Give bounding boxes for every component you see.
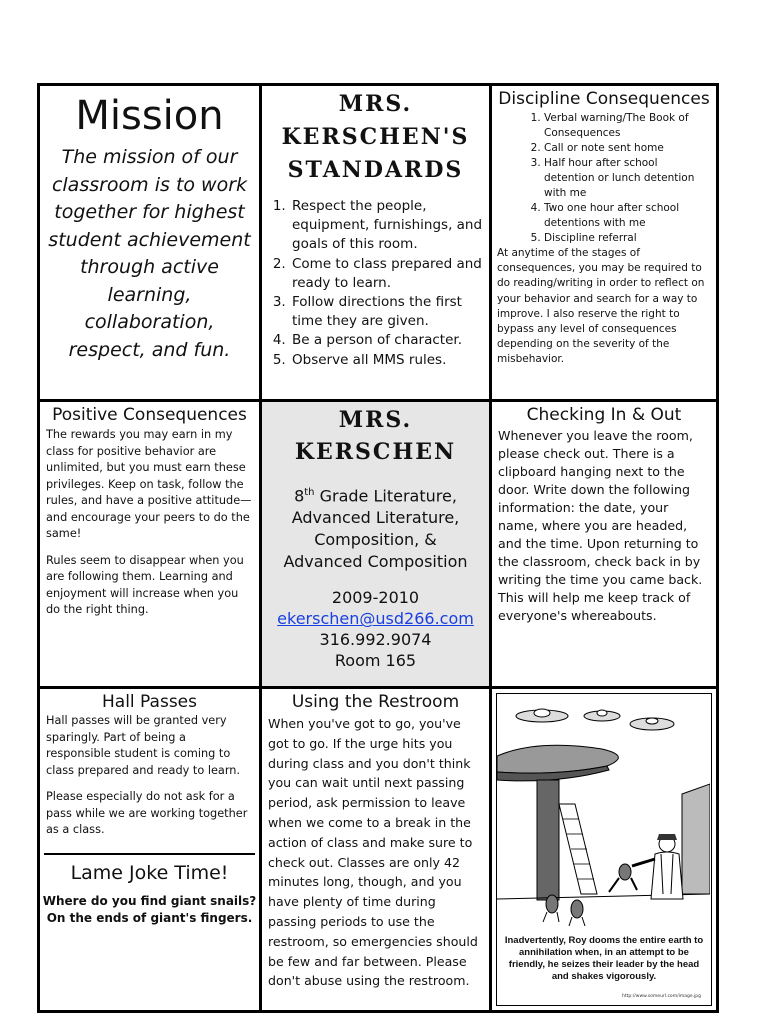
checking-title: Checking In & Out [526, 405, 682, 425]
mission-text: The mission of our classroom is to work together for highest student achievement through active learning, collaboration, respect, and fun. [48, 146, 251, 361]
standards-list [262, 197, 489, 370]
course-line: Grade Literature, [314, 486, 457, 506]
grade-number: 8 [294, 486, 305, 506]
joke-title: Lame Joke Time! [70, 861, 229, 884]
restroom-title: Using the Restroom [291, 692, 460, 712]
teacher-name [262, 404, 489, 468]
checking-text: Whenever you leave the room, please check out. There is a clipboard hanging next to the door. Write down the following information: the date, your name, where you are headed, and the time. Upon returning to the classroom, check back in by writing the time you came back. This will help me keep track of everyone's whereabouts. [498, 428, 703, 623]
positive-text: The rewards you may earn in my class for positive behavior are unlimited, but you must earn these privileges. Keep on task, follow the rules, and have a positive attitude—and encourage your peers to do the same! [46, 428, 252, 540]
standards-cell [262, 86, 489, 399]
restroom-cell [262, 689, 489, 1010]
list-item: 3. Half hour after school detention or lunch detention with me [544, 156, 708, 201]
cartoon-drawing [497, 694, 710, 952]
teacher-name-line: MRS. [338, 407, 413, 433]
list-item: 2. Come to class prepared and ready to learn. [290, 255, 483, 293]
image-credit: http://www.someurl.com/image.jpg [621, 994, 701, 999]
school-year: 2009-2010 [331, 588, 420, 608]
mission-title: Mission [75, 93, 224, 139]
hall-title: Hall Passes [102, 692, 197, 712]
course-line: Composition, & [314, 530, 437, 550]
positive-text: Rules seem to disappear when you are following them. Learning and enjoyment will increase when you do the right thing. [46, 553, 244, 616]
list-item: 2. Call or note sent home [544, 141, 708, 156]
hall-passes-cell [40, 689, 259, 1010]
joke-question: Where do you find giant snails? [42, 893, 257, 908]
list-item: 5. Discipline referral [544, 231, 708, 246]
list-item: 4. Be a person of character. [290, 331, 483, 350]
discipline-title: Discipline Consequences [498, 89, 710, 109]
joke-answer: On the ends of giant's fingers. [46, 910, 253, 925]
list-item: 3. Follow directions the first time they are given. [290, 293, 483, 331]
grade-suffix: th [304, 487, 315, 498]
room-number: Room 165 [334, 651, 417, 671]
standards-title [262, 88, 489, 187]
course-line: Advanced Composition [283, 552, 468, 572]
standards-title-line: STANDARDS [287, 157, 464, 183]
checking-cell [492, 402, 716, 686]
discipline-cell [492, 86, 716, 399]
discipline-text: At anytime of the stages of consequences, you may be required to do reading/writing in order to reflect on your behavior and search for a way to improve. I also reserve the right to bypass any level of consequences depending on the severity of the misbehavior. [497, 247, 705, 366]
standards-title-line: KERSCHEN'S [281, 124, 470, 150]
teacher-name-line: KERSCHEN [294, 439, 457, 465]
hall-text: Hall passes will be granted very sparingly. Part of being a responsible student is coming to class prepared and ready to learn. [46, 714, 241, 777]
positive-cell [40, 402, 259, 686]
cartoon-cell [492, 689, 716, 1010]
divider [44, 853, 255, 855]
list-item: 4. Two one hour after school detentions with me [544, 201, 708, 231]
list-item: 1. Respect the people, equipment, furnishings, and goals of this room. [290, 197, 483, 255]
cartoon-image [496, 693, 712, 1006]
handout-grid [37, 83, 719, 1013]
phone-number: 316.992.9074 [319, 630, 432, 650]
course-list [262, 482, 489, 573]
list-item: 5. Observe all MMS rules. [290, 351, 483, 370]
list-item: 1. Verbal warning/The Book of Consequences [544, 111, 708, 141]
standards-title-line: MRS. [338, 91, 413, 117]
positive-title: Positive Consequences [52, 405, 247, 425]
hall-text: Please especially do not ask for a pass while we are working together as a class. [46, 790, 248, 836]
contact-info [262, 587, 489, 671]
cartoon-caption: Inadvertently, Roy dooms the entire earth to annihilation when, in an attempt to be friendly, he seizes their leader by the head and shakes vigorously. [504, 935, 704, 982]
restroom-text: When you've got to go, you've got to go. If the urge hits you during class and you don't think you can wait until next passing period, ask permission to leave when we come to a break in the action of class and make sure to check out. Classes are only 42 minutes long, though, and you have plenty of time during passing periods to use the restroom, so emergencies should be few and far between. Please don't abuse using the restroom. [268, 716, 478, 989]
course-line: Advanced Literature, [291, 508, 460, 528]
mission-cell [40, 86, 259, 399]
email-link[interactable]: ekerschen@usd266.com [277, 609, 474, 629]
discipline-list [492, 111, 716, 246]
teacher-info-cell [262, 402, 489, 686]
joke-text [40, 893, 259, 927]
